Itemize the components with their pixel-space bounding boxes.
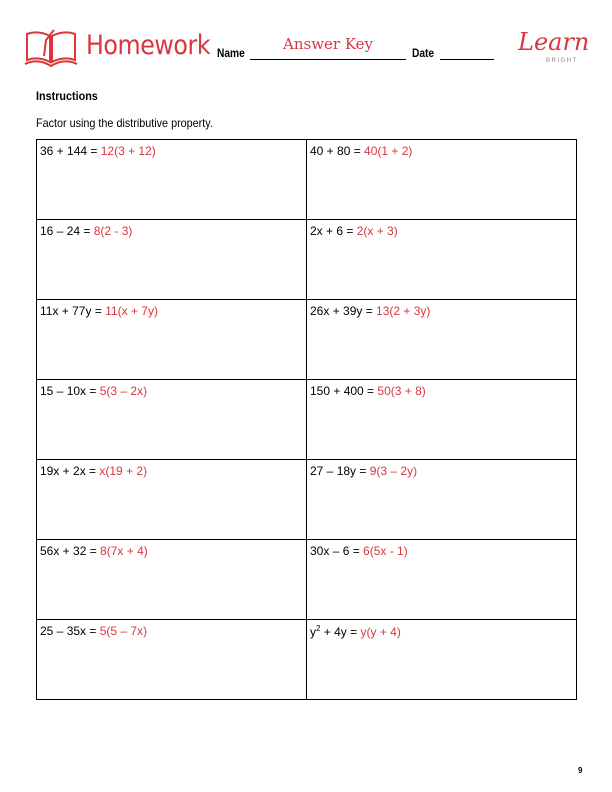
- answer: 2(x + 3): [356, 224, 398, 238]
- name-line: [250, 59, 406, 60]
- problem-cell[interactable]: [307, 140, 577, 220]
- answer: y(y + 4): [360, 625, 401, 639]
- problem-cell[interactable]: [307, 620, 577, 700]
- problem-cell[interactable]: [37, 300, 307, 380]
- answer: x(19 + 2): [99, 464, 148, 478]
- question: 15 – 10x =: [40, 384, 100, 398]
- table-row: [37, 140, 577, 220]
- answer: 6(5x - 1): [363, 544, 408, 558]
- problem-cell[interactable]: [307, 380, 577, 460]
- problem-cell[interactable]: [37, 540, 307, 620]
- date-line: [440, 59, 494, 60]
- answer: 8(2 - 3): [93, 224, 133, 238]
- problem-cell[interactable]: [307, 300, 577, 380]
- brand-sub: BRIGHT: [546, 58, 578, 64]
- question: 30x – 6 =: [310, 544, 364, 558]
- page-number: 9: [578, 766, 583, 775]
- question-exponent: 2: [316, 624, 321, 633]
- answer: 50(3 + 8): [377, 384, 426, 398]
- table-row: [37, 300, 577, 380]
- answer: 5(5 – 7x): [99, 624, 148, 638]
- book-pencil-icon: [24, 26, 78, 68]
- table-row: [37, 540, 577, 620]
- name-label: Name: [217, 46, 245, 60]
- question: 40 + 80 =: [310, 144, 365, 158]
- table-row: [37, 220, 577, 300]
- date-label: Date: [412, 46, 435, 60]
- instructions-text: Factor using the distributive property.: [36, 116, 213, 130]
- answer: 9(3 – 2y): [369, 464, 418, 478]
- name-value: Answer Key: [283, 35, 373, 53]
- question: 36 + 144 =: [40, 144, 101, 158]
- question-base: y: [310, 625, 316, 639]
- answer: 8(7x + 4): [100, 544, 148, 558]
- answer: 40(1 + 2): [364, 144, 413, 158]
- question: 26x + 39y =: [310, 304, 377, 318]
- question: 16 – 24 =: [40, 224, 94, 238]
- problem-cell[interactable]: [307, 460, 577, 540]
- problem-cell[interactable]: [37, 220, 307, 300]
- question: 27 – 18y =: [310, 464, 370, 478]
- problem-cell[interactable]: [37, 140, 307, 220]
- question: 150 + 400 =: [310, 384, 378, 398]
- answer: 12(3 + 12): [100, 144, 156, 158]
- table-row: [37, 620, 577, 700]
- problem-cell[interactable]: [307, 220, 577, 300]
- answer: 11(x + 7y): [105, 304, 158, 318]
- homework-title: Homework: [86, 30, 211, 61]
- question: 56x + 32 =: [40, 544, 101, 558]
- instructions-heading: Instructions: [36, 89, 98, 103]
- learn-bright-logo: [518, 28, 588, 68]
- answer: 5(3 – 2x): [99, 384, 148, 398]
- question: 19x + 2x =: [40, 464, 100, 478]
- answer: 13(2 + 3y): [376, 304, 431, 318]
- problem-cell[interactable]: [307, 540, 577, 620]
- problem-cell[interactable]: [37, 620, 307, 700]
- problem-cell[interactable]: [37, 460, 307, 540]
- table-row: [37, 460, 577, 540]
- question: 11x + 77y =: [40, 304, 106, 318]
- problem-cell[interactable]: [37, 380, 307, 460]
- question: 25 – 35x =: [40, 624, 100, 638]
- brand-word: Learn: [518, 28, 590, 56]
- question: + 4y =: [320, 625, 361, 639]
- question: 2x + 6 =: [310, 224, 357, 238]
- problems-table: [36, 139, 577, 700]
- table-row: [37, 380, 577, 460]
